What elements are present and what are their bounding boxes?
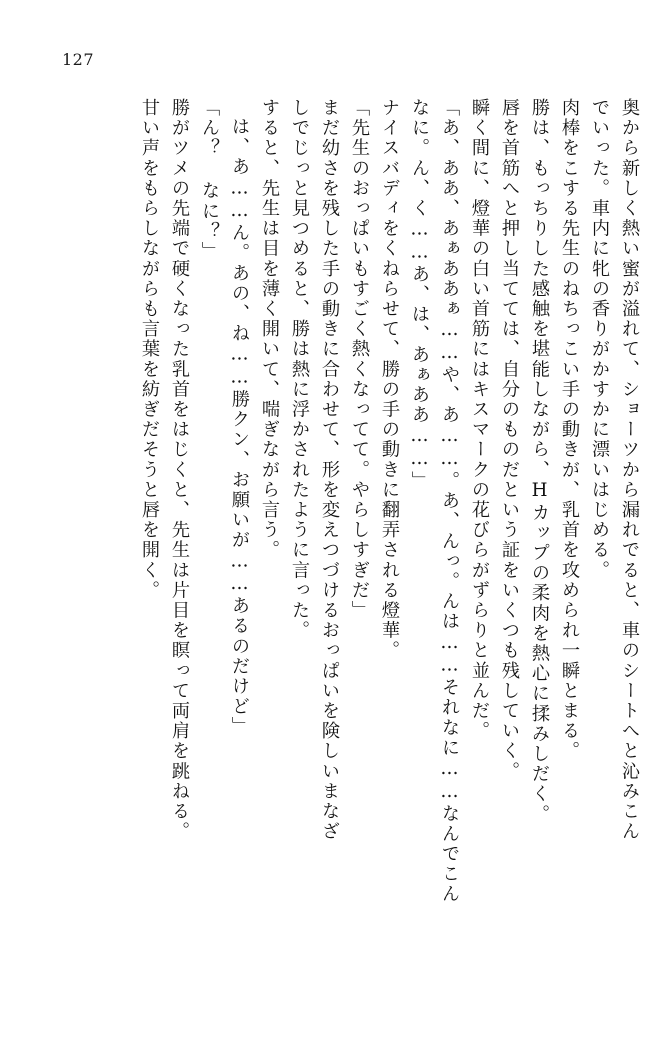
text-line: なに。ん、く……あ、は、あぁああ……」 bbox=[409, 98, 430, 492]
text-line: 勝がツメの先端で硬くなった乳首をはじくと、先生は片目を瞑って両肩を跳ねる。 bbox=[169, 98, 190, 842]
text-line: すると、先生は目を薄く開いて、喘ぎながら言う。 bbox=[259, 98, 280, 561]
text-line: 奥から新しく熱い蜜が溢れて、ショーツから漏れでると、車のシートへと沁みこん bbox=[619, 98, 640, 842]
text-line: でいった。車内に牝の香りがかすかに漂いはじめる。 bbox=[589, 98, 610, 581]
text-line: 勝は、もっちりした感触を堪能しながら、Hカップの柔肉を熱心に揉みしだく。 bbox=[529, 98, 550, 825]
text-line: 「ん？ なに？」 bbox=[199, 98, 220, 262]
text-line: 「先生のおっぱいもすごく熱くなってて。やらしすぎだ」 bbox=[349, 98, 370, 621]
page-number: 127 bbox=[62, 50, 95, 69]
vertical-text-block bbox=[30, 98, 638, 998]
text-line: 唇を首筋へと押し当てては、自分のものだという証をいくつも残していく。 bbox=[499, 98, 520, 782]
text-line: しでじっと見つめると、勝は熱に浮かされたように言った。 bbox=[289, 98, 310, 641]
text-line: まだ幼さを残した手の動きに合わせて、形を変えつづけるおっぱいを険しいまなざ bbox=[319, 98, 340, 842]
text-line: 甘い声をもらしながらも言葉を紡ぎだそうと唇を開く。 bbox=[139, 98, 160, 601]
text-line: は、あ……ん。あの、ね……勝クン、お願いが……あるのだけど」 bbox=[229, 117, 250, 737]
text-line: 瞬く間に、燈華の白い首筋にはキスマークの花びらがずらりと並んだ。 bbox=[469, 98, 490, 742]
text-line: 肉棒をこする先生のねちっこい手の動きが、乳首を攻められ一瞬とまる。 bbox=[559, 98, 580, 762]
text-line: 「あ、ああ、あぁああぁ……や、あ……。あ、んっ。んは……それなに……なんでこん bbox=[439, 98, 460, 905]
text-line: ナイスバディをくねらせて、勝の手の動きに翻弄される燈華。 bbox=[379, 98, 400, 661]
